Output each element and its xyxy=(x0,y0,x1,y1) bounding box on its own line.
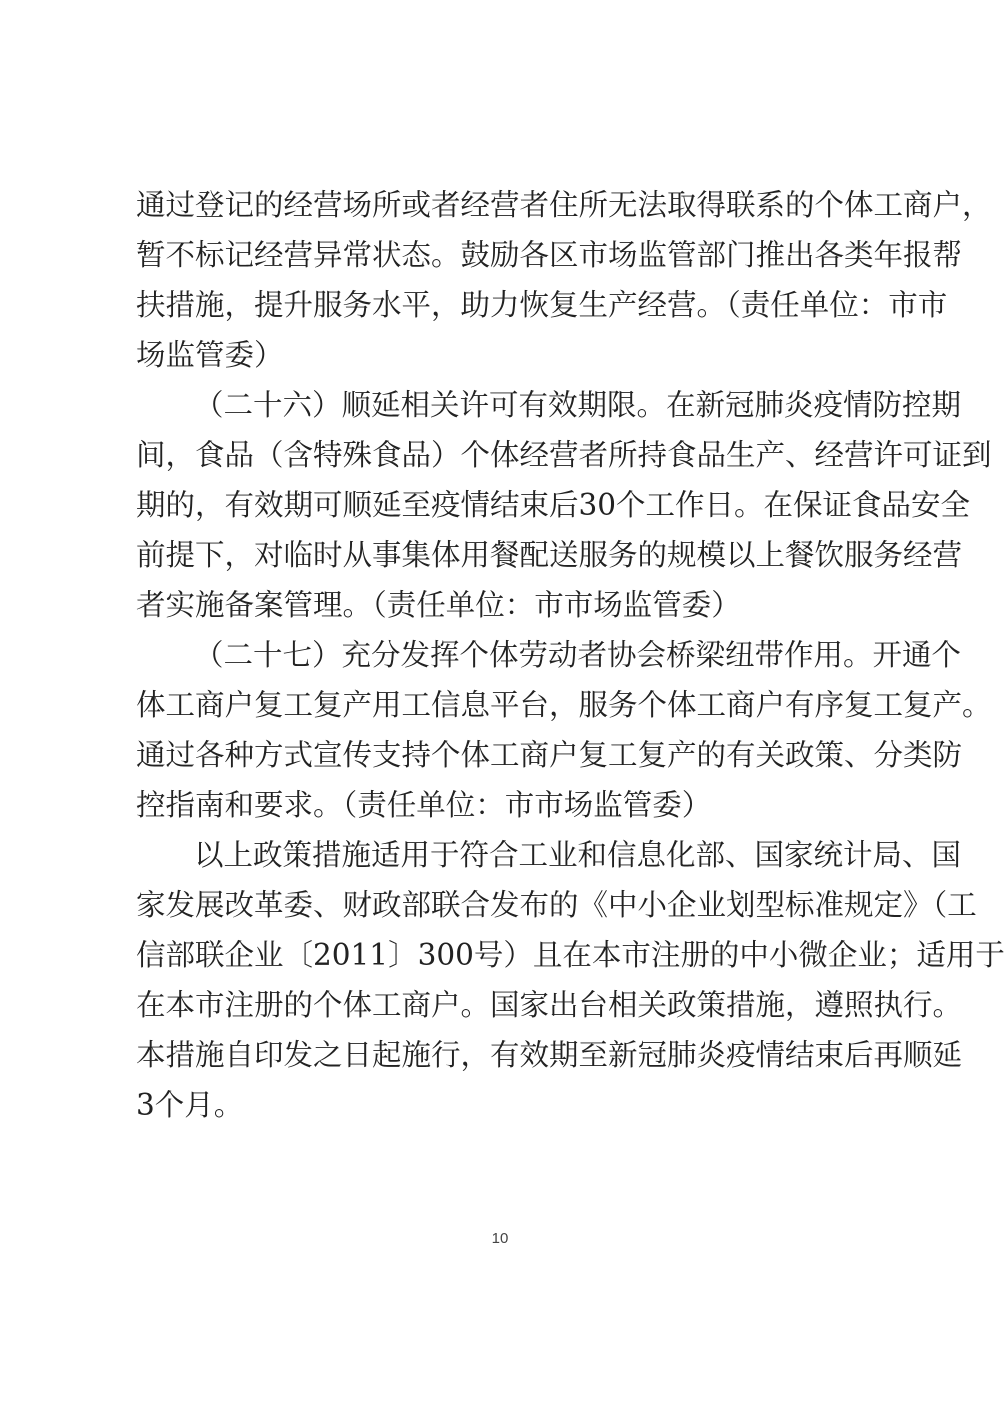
text-line: 前提下，对临时从事集体用餐配送服务的规模以上餐饮服务经营 xyxy=(136,538,963,572)
text-line: 者实施备案管理。（责任单位：市市场监管委） xyxy=(136,588,741,622)
document-body xyxy=(136,180,1005,1130)
section-27-heading-line: （二十七）充分发挥个体劳动者协会桥梁纽带作用。开通个 xyxy=(194,638,962,672)
text-line: 间，食品（含特殊食品）个体经营者所持食品生产、经营许可证到 xyxy=(136,438,992,472)
page-number: 10 xyxy=(491,1230,509,1247)
text-line: 信部联企业〔2011〕300号）且在本市注册的中小微企业；适用于 xyxy=(136,938,1005,972)
text-line: 控指南和要求。（责任单位：市市场监管委） xyxy=(136,788,712,822)
text-line: 暂不标记经营异常状态。鼓励各区市场监管部门推出各类年报帮 xyxy=(136,238,963,272)
text-line: 体工商户复工复产用工信息平台，服务个体工商户有序复工复产。 xyxy=(136,688,992,722)
text-line: 家发展改革委、财政部联合发布的《中小企业划型标准规定》（工 xyxy=(136,888,977,922)
text-line: 场监管委） xyxy=(136,338,284,372)
text-line: 通过登记的经营场所或者经营者住所无法取得联系的个体工商户， xyxy=(136,188,992,222)
text-line: 本措施自印发之日起施行，有效期至新冠肺炎疫情结束后再顺延 xyxy=(136,1038,963,1072)
section-26-heading-line: （二十六）顺延相关许可有效期限。在新冠肺炎疫情防控期 xyxy=(194,388,962,422)
text-line: 扶措施，提升服务水平，助力恢复生产经营。（责任单位：市市 xyxy=(136,288,948,322)
text-line: 通过各种方式宣传支持个体工商户复工复产的有关政策、分类防 xyxy=(136,738,963,772)
closing-paragraph-line: 以上政策措施适用于符合工业和信息化部、国家统计局、国 xyxy=(194,838,962,872)
text-line: 在本市注册的个体工商户。国家出台相关政策措施，遵照执行。 xyxy=(136,988,963,1022)
text-line: 3个月。 xyxy=(136,1088,244,1122)
text-line: 期的，有效期可顺延至疫情结束后30个工作日。在保证食品安全 xyxy=(136,488,971,522)
